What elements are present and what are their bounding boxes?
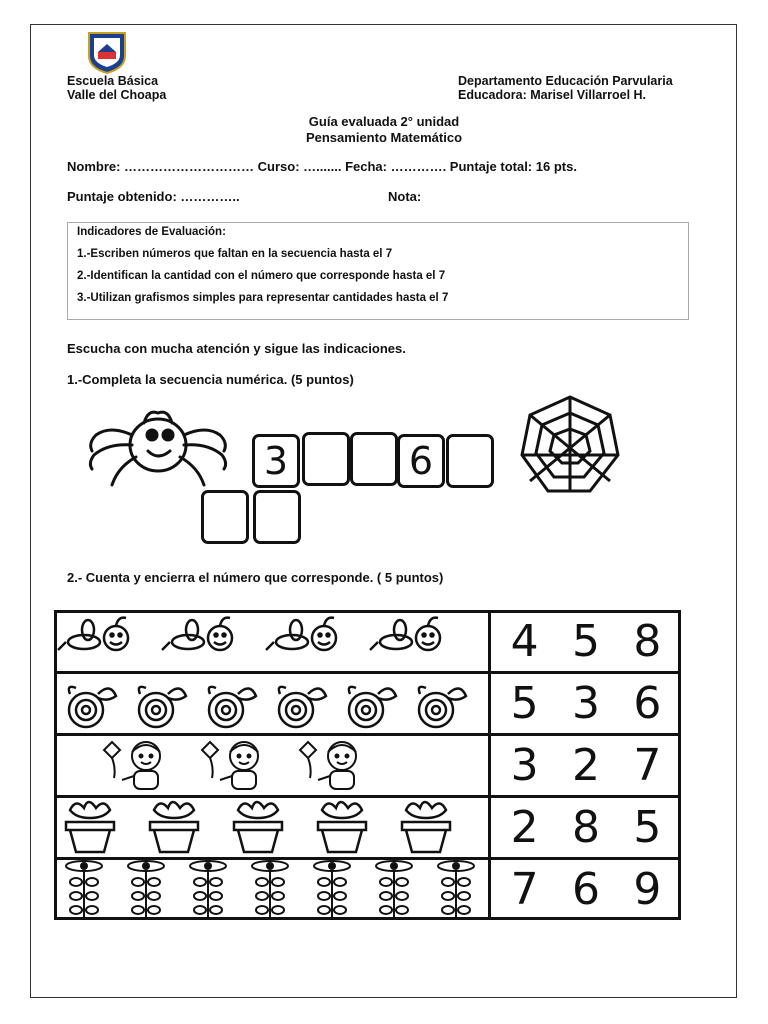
grid-row-snails [54, 672, 681, 734]
number-option[interactable]: 8 [571, 801, 600, 853]
indicators-heading: Indicadores de Evaluación: [77, 226, 226, 238]
department-info: Departamento Educación Parvularia Educadora: Marisel Villarroel H. [458, 74, 673, 102]
spider-illustration [82, 405, 234, 497]
number-option[interactable]: 2 [510, 801, 539, 853]
number-options [494, 858, 678, 920]
picture-cell [54, 672, 491, 734]
number-options [494, 734, 678, 796]
sequence-box[interactable] [302, 432, 350, 486]
school-logo [86, 30, 128, 74]
number-option[interactable]: 3 [571, 677, 600, 729]
number-option[interactable]: 3 [510, 739, 539, 791]
question-1-title: 1.-Completa la secuencia numérica. (5 puntos) [67, 372, 354, 387]
number-option[interactable]: 5 [571, 615, 600, 667]
number-option[interactable]: 9 [633, 863, 662, 915]
number-option[interactable]: 8 [633, 615, 662, 667]
sequence-box[interactable] [350, 432, 398, 486]
indicator-item: 1.-Escriben números que faltan en la secuencia hasta el 7 [77, 248, 393, 260]
number-options [494, 796, 678, 858]
number-options [494, 672, 678, 734]
number-option[interactable]: 7 [510, 863, 539, 915]
number-option[interactable]: 7 [633, 739, 662, 791]
sequence-box[interactable]: 6 [397, 434, 445, 488]
indicators-box [67, 222, 689, 320]
sequence-box[interactable] [446, 434, 494, 488]
question-2-title: 2.- Cuenta y encierra el número que corresponde. ( 5 puntos) [67, 570, 444, 585]
number-option[interactable]: 2 [571, 739, 600, 791]
picture-cell [54, 796, 491, 858]
counting-grid [54, 610, 681, 920]
number-option[interactable]: 4 [510, 615, 539, 667]
grid-row-boys [54, 734, 681, 796]
number-option[interactable]: 5 [633, 801, 662, 853]
sequence-box[interactable]: 3 [252, 434, 300, 488]
guide-subtitle: Pensamiento Matemático [305, 130, 463, 145]
picture-cell [54, 858, 491, 920]
spider-web-illustration [518, 393, 622, 497]
grid-row-flowerpots [54, 796, 681, 858]
indicator-item: 2.-Identifican la cantidad con el número que corresponde hasta el 7 [77, 270, 446, 282]
sequence-box[interactable] [201, 490, 249, 544]
indicator-item: 3.-Utilizan grafismos simples para representar cantidades hasta el 7 [77, 292, 449, 304]
school-name: Escuela Básica Valle del Choapa [67, 74, 167, 102]
score-obtained: Puntaje obtenido: ………….. [67, 189, 240, 204]
picture-cell [54, 610, 491, 672]
sequence-box[interactable] [253, 490, 301, 544]
grade-label: Nota: [388, 189, 422, 204]
number-option[interactable]: 5 [510, 677, 539, 729]
instructions: Escucha con mucha atención y sigue las indicaciones. [67, 341, 406, 356]
grid-row-dragonflies [54, 610, 681, 672]
number-options [494, 610, 678, 672]
picture-cell [54, 734, 491, 796]
student-info-line: Nombre: ………………………… Curso: …....... Fecha: …………. Puntaje total: 16 pts. [67, 159, 577, 174]
guide-title: Guía evaluada 2° unidad [308, 114, 460, 129]
number-option[interactable]: 6 [571, 863, 600, 915]
number-option[interactable]: 6 [633, 677, 662, 729]
grid-row-daisies [54, 858, 681, 920]
